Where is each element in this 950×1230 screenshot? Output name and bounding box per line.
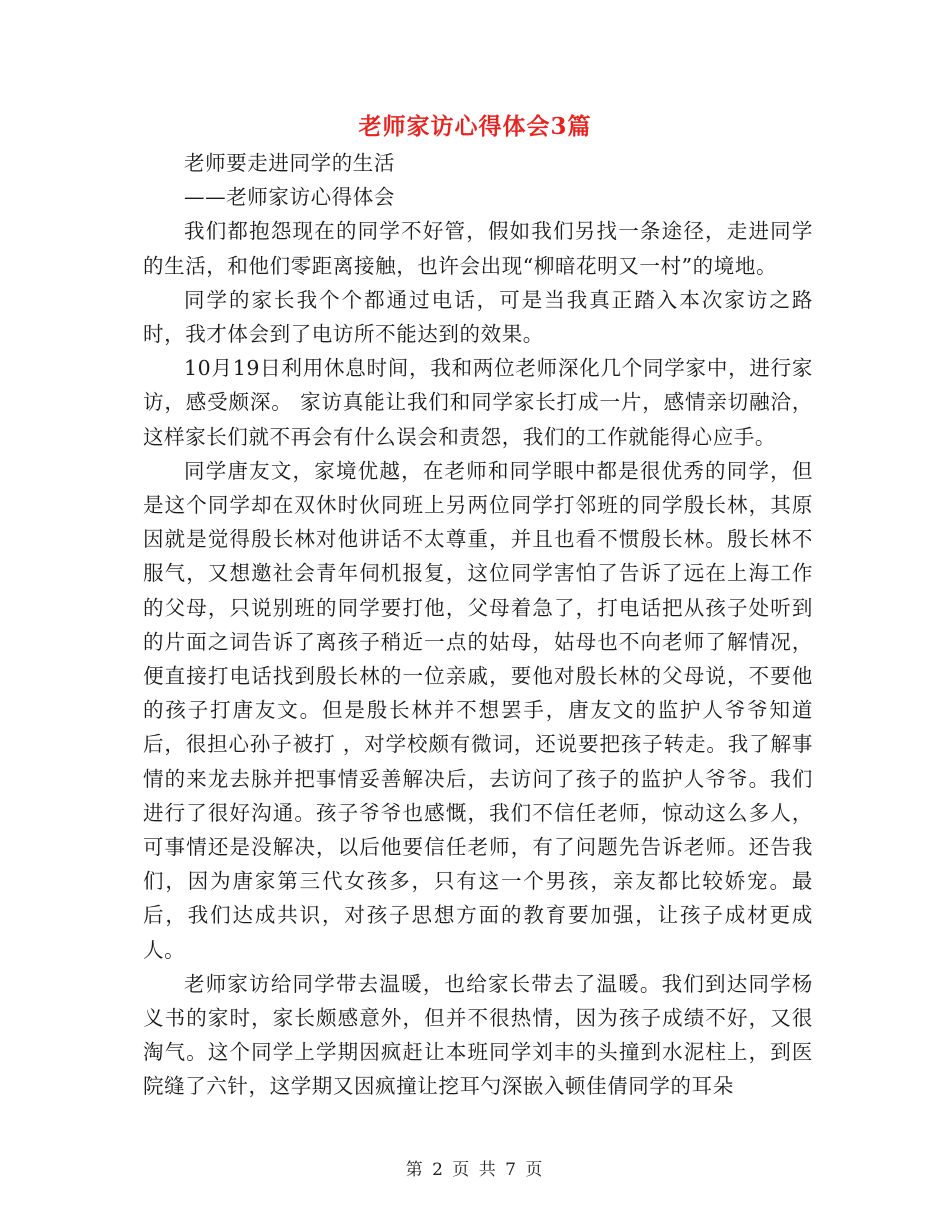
paragraph-5: 老师家访给同学带去温暖，也给家长带去了温暖。我们到达同学杨义书的家时，家长颇感意外，但并不很热情，因为孩子成绩不好，又很淘气。这个同学上学期因疯赶让本班同学刘丰的头撞到水泥柱上，到医院缝了六针，这学期又因疯撞让挖耳勺深嵌入顿佳倩同学的耳朵 <box>143 971 813 1099</box>
document-body <box>143 146 813 1104</box>
paragraph-4: 同学唐友文，家境优越，在老师和同学眼中都是很优秀的同学，但是这个同学却在双休时伙同班上另两位同学打邻班的同学殷长林，其原因就是觉得殷长林对他讲话不太尊重，并且也看不惯殷长林。殷长林不服气，又想邀社会青年伺机报复，这位同学害怕了告诉了远在上海工作的父母，只说别班的同学要打他，父母着急了，打电话把从孩子处听到的片面之词告诉了离孩子稍近一点的姑母，姑母也不向老师了解情况，便直接打电话找到殷长林的一位亲戚，要他对殷长林的父母说，不要他的孩子打唐友文。但是殷长林并不想罢手，唐友文的监护人爷爷知道后，很担心孙子被打 ，对学校颇有微词，还说要把孩子转走。我了解事情的来龙去脉并把事情妥善解决后，去访问了孩子的监护人爷爷。我们进行了很好沟通。孩子爷爷也感慨，我们不信任老师，惊动这么多人，可事情还是没解决，以后他要信任老师，有了问题先告诉老师。还告我们，因为唐家第三代女孩多，只有这一个男孩，亲友都比较娇宠。最后，我们达成共识，对孩子思想方面的教育要加强，让孩子成材更成人。 <box>143 458 813 962</box>
paragraph-1: 我们都抱怨现在的同学不好管，假如我们另找一条途径，走进同学的生活，和他们零距离接触，也许会出现“柳暗花明又一村”的境地。 <box>143 219 813 278</box>
subtitle-line-2: ——老师家访心得体会 <box>184 185 395 210</box>
subtitle-line-1: 老师要走进同学的生活 <box>184 151 395 175</box>
paragraph-3: 10月19日利用休息时间，我和两位老师深化几个同学家中，进行家访，感受颇深。 家访真能让我们和同学家长打成一片，感情亲切融洽，这样家长们就不再会有什么误会和责怨，我们的工作就能得心应手。 <box>143 356 813 449</box>
document-title: 老师家访心得体会3篇 <box>358 113 592 140</box>
paragraph-2: 同学的家长我个个都通过电话，可是当我真正踏入本次家访之路时，我才体会到了电访所不能达到的效果。 <box>143 287 813 347</box>
page-number-footer: 第 2 页 共 7 页 <box>405 1160 545 1180</box>
